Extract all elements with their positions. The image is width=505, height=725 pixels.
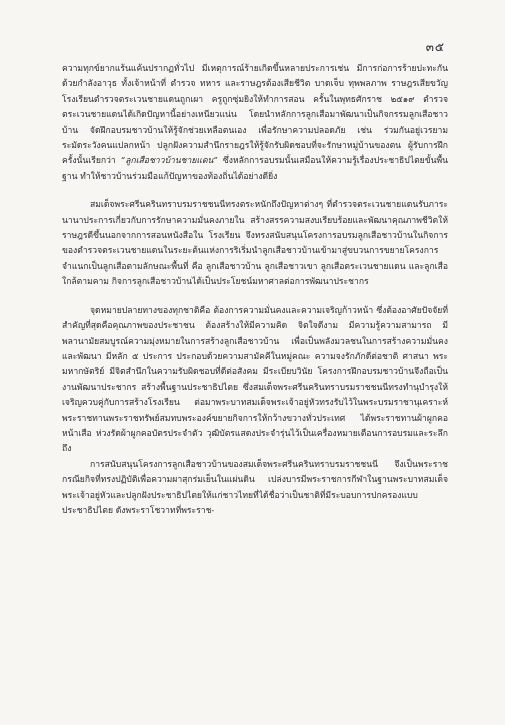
paragraph-1-tail: ซึ่งหลักการอบรมนั้นเสมือนให้ความรู้เรื่องประชาธิปไตยขั้นพื้นฐาน ทำให้ชาวบ้านร่วมมือแก้ปัญหาของท้องถิ่นได้อย่างดียิ่ง — [62, 156, 448, 182]
paragraph-1-text: ความทุกข์ยากแร้นแค้นปรากฏทั่วไป มีเหตุการณ์ร้ายเกิดขึ้นหลายประการเช่น มีการก่อการร้ายปะทะกันด้วยกำลังอาวุธ ทั้งเจ้าหน้าที่ ตำรวจ ทหาร และราษฎรต้องเสียชีวิต บาดเจ็บ ทุพพลภาพ ราษฎรเสียขวัญ โรงเรียนตำรวจตระเวนชายแดนถูกเผา ครูถูกซุ่มยิงให้ทำการสอน ครั้นในพุทธศักราช ๒๕๑๙ ตำรวจตระเวนชายแดนได้เกิดปัญหานี้อย่างเหนียวแน่น โดยนำหลักการลูกเสือมาพัฒนาเป็นกิจกรรมลูกเสือชาวบ้าน จัดฝึกอบรมชาวบ้านให้รู้จักช่วยเหลือตนเอง เพื่อรักษาความปลอดภัย เช่น ร่วมกันอยู่เวรยามระมัดระวังคนแปลกหน้า ปลูกฝังความสำนึกรายฎรให้รู้จักรับผิดชอบที่จะรักษาหมู่บ้านของตน ผู้รับการฝึกครั้งนั้นเรียกว่า — [62, 64, 448, 167]
paragraph-1 — [62, 62, 448, 185]
paragraph-4: การสนับสนุนโครงการลูกเสือชาวบ้านของสมเด็จพระศรีนครินทราบรมราชชนนี จึงเป็นพระราชกรณียกิจที่ทรงปฏิบัติเพื่อความผาสุกร่มเย็นในแผ่นดิน เปล่งบารมีพระราชการกีฬาในฐานพระบาทสมเด็จพระเจ้าอยู่หัวและปลูกฝังประชาธิปไตยให้แก่ชาวไทยที่ได้ชื่อว่าเป็นชาติที่มีระบอบการปกครองแบบประชาธิปไตย ดังพระราโชวาทที่พระราช- — [62, 459, 448, 516]
body-text — [62, 62, 448, 519]
paragraph-2: สมเด็จพระศรีนครินทราบรมราชชนนีทรงตระหนักถึงปัญหาต่างๆ ที่ตำรวจตระเวนชายแดนรับภาระนานาประการเกี่ยวกับการรักษาความมั่นคงภายใน สร้างสรรความสงบเรียบร้อยและพัฒนาคุณภาพชีวิตให้ราษฎรดีขึ้นนอกจากการสอนหนังสือใน โรงเรียน จึงทรงสนับสนุนโครงการอบรมลูกเสือชาวบ้านในกิจการของตำรวจตระเวนชายแดนในระยะต้นแห่งการริเริ่มนำลูกเสือชาวบ้านเข้ามาสู่ขบวนการขยายโครงการ จำแนกเป็นลูกเสือตามลักษณะพื้นที่ คือ ลูกเสือชาวบ้าน ลูกเสือชาวเขา ลูกเสือตระเวนชายแดน และลูกเสือใกล้ตามคาม กิจการลูกเสือชาวบ้านได้เป็นประโยชน์มหาศาลต่อการพัฒนาประชากร — [62, 200, 448, 288]
paragraph-3: จุดหมายปลายทางของทุกชาติคือ ต้องการความมั่นคงและความเจริญก้าวหน้า ซึ่งต้องอาศัยปัจจัยที่สำคัญที่สุดคือคุณภาพของประชาชน ต้องสร้างให้มีความคิด จิตใจดีงาม มีความรู้ความสามารถ มีพลานามัยสมบูรณ์ความมุ่งหมายในการสร้างลูกเสือชาวบ้าน เพื่อเป็นพลังมวลชนในการสร้างความมั่นคงและพัฒนา มีหลัก ๕ ประการ ประกอบด้วยความสามัคคีในหมู่คณะ ความจงรักภักดีต่อชาติ ศาสนา พระมหากษัตริย์ มีจิตสำนึกในความรับผิดชอบที่ดีต่อสังคม มีระเบียบวินัย โครงการฝึกอบรมชาวบ้านจึงถือเป็นงานพัฒนาประชากร สร้างพื้นฐานประชาธิปไตย ซึ่งสมเด็จพระศรีนครินทราบรมราชชนนีทรงทำนุบำรุงให้เจริญควบคู่กับการสร้างโรงเรียน ต่อมาพระบาทสมเด็จพระเจ้าอยู่หัวทรงรับไว้ในพระบรมราชานุเคราะห์ พระราชทานพระราชทรัพย์สมทบพระองค์ขยายกิจการให้กว้างขวางทั่วประเทศ ได้พระราชทานผ้าผูกคอ หน้าเสือ ห่วงรัดผ้าผูกคอบัตรประจำตัว วุฒิบัตรแสดงประจำรุ่นไว้เป็นเครื่องหมายเตือนการอบรมและระลึกถึง — [62, 305, 448, 455]
italic-term: “ลูกเสือชาวบ้านชายแดน” — [120, 156, 218, 167]
page-number: ๓๕ — [425, 40, 445, 54]
